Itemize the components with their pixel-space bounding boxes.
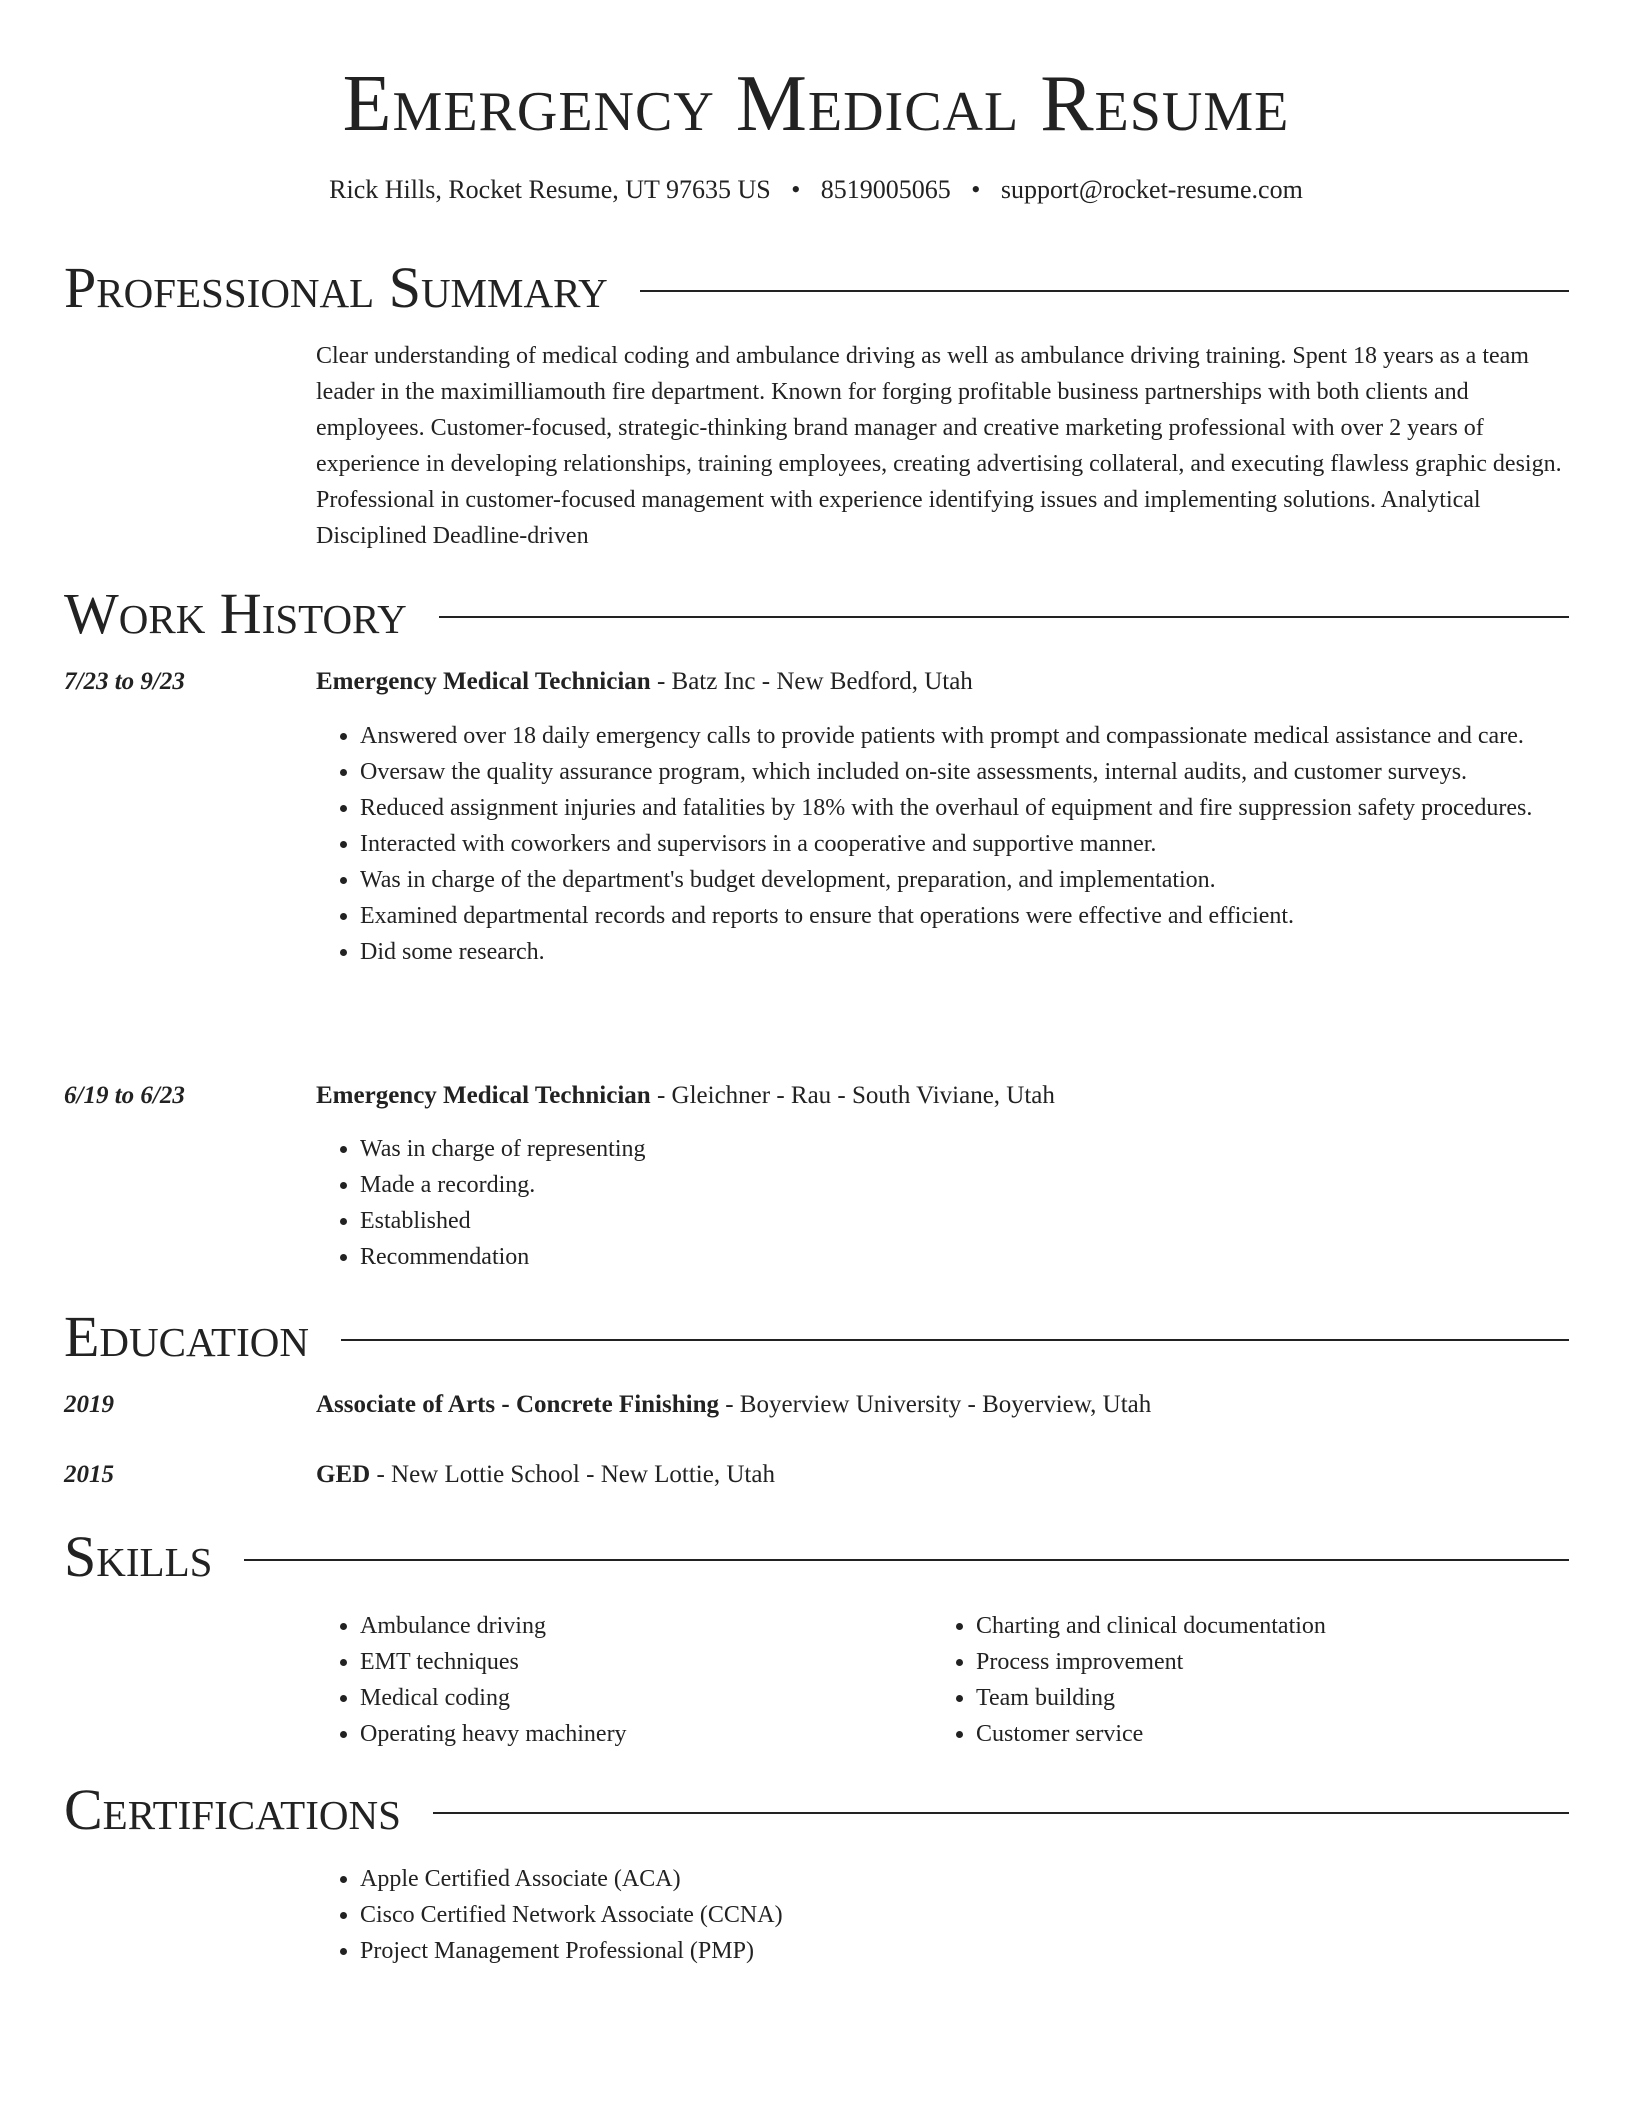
contact-separator: • [791,175,801,204]
job-details: - Batz Inc - New Bedford, Utah [650,668,973,695]
education-entry [316,1387,1151,1423]
skills-heading: Skills [64,1524,213,1589]
summary-heading: Professional Summary [64,255,608,320]
education-section-header [64,1304,1569,1370]
section-divider [244,1559,1569,1561]
skill-item: • Process improvement [976,1644,1572,1680]
contact-separator: • [971,175,981,204]
job-title: Emergency Medical Technician [316,668,651,695]
certification-item: • Apple Certified Associate (ACA) [360,1861,1572,1897]
skills-list-right [932,1608,1572,1752]
contact-email: support@rocket-resume.com [1000,175,1303,204]
certifications-list [316,1861,1572,1969]
education-heading: Education [64,1304,309,1369]
education-year: 2015 [64,1461,114,1488]
job-details: - Gleichner - Rau - South Viviane, Utah [650,1082,1055,1109]
contact-phone: 8519005065 [820,175,951,204]
education-details: - Boyerview University - Boyerview, Utah [718,1391,1152,1418]
certification-item: • Cisco Certified Network Associate (CCNA) [360,1897,1572,1933]
section-divider [640,290,1569,292]
certifications-heading: Certifications [64,1777,401,1842]
list-item: • Made a recording. [360,1167,1572,1203]
contact-line [0,172,1632,208]
skills-list-left [316,1608,916,1752]
contact-address: Rick Hills, Rocket Resume, UT 97635 US [329,175,771,204]
job-bullets [316,1131,1572,1275]
work-section-header [64,581,1569,647]
list-item: • Did some research. [360,934,1572,970]
skill-item: • Team building [976,1680,1572,1716]
work-heading: Work History [64,581,407,646]
skill-item: • Charting and clinical documentation [976,1608,1572,1644]
skill-item: • Operating heavy machinery [360,1716,916,1752]
education-degree: GED [316,1461,371,1488]
skill-item: • EMT techniques [360,1644,916,1680]
list-item: • Established [360,1203,1572,1239]
list-item: • Examined departmental records and reports to ensure that operations were effective and efficient. [360,898,1572,934]
job-dates: 7/23 to 9/23 [64,668,185,695]
job-header [316,1078,1055,1114]
list-item: • Recommendation [360,1239,1572,1275]
list-item: • Was in charge of representing [360,1131,1572,1167]
list-item: • Answered over 18 daily emergency calls to provide patients with prompt and compassionate medical assistance and care. [360,718,1572,754]
list-item: • Interacted with coworkers and supervisors in a cooperative and supportive manner. [360,826,1572,862]
education-details: - New Lottie School - New Lottie, Utah [370,1461,775,1488]
certifications-section-header [64,1777,1569,1843]
list-item: • Reduced assignment injuries and fatalities by 18% with the overhaul of equipment and fire suppression safety procedures. [360,790,1572,826]
resume-title: Emergency Medical Resume [342,60,1290,148]
section-divider [439,616,1569,618]
job-dates: 6/19 to 6/23 [64,1082,185,1109]
skill-item: • Medical coding [360,1680,916,1716]
certification-item: • Project Management Professional (PMP) [360,1933,1572,1969]
skill-item: • Customer service [976,1716,1572,1752]
education-year: 2019 [64,1391,114,1418]
list-item: • Was in charge of the department's budget development, preparation, and implementation. [360,862,1572,898]
section-divider [433,1812,1569,1814]
job-header [316,664,973,700]
summary-text: Clear understanding of medical coding and ambulance driving as well as ambulance driving training. Spent 18 years as a team leader in the maximilliamouth fire department. Known for forging profitable business partnerships with both clients and employees. Customer-focused, strategic-thinking brand manager and creative marketing professional with over 2 years of experience in developing relationships, training employees, creating advertising collateral, and executing flawless graphic design. Professional in customer-focused management with experience identifying issues and implementing solutions. Analytical Disciplined Deadline-driven [316,343,1562,549]
skill-item: • Ambulance driving [360,1608,916,1644]
section-divider [341,1339,1569,1341]
skills-section-header [64,1524,1569,1590]
job-title: Emergency Medical Technician [316,1082,651,1109]
list-item: • Oversaw the quality assurance program, which included on-site assessments, internal audits, and customer surveys. [360,754,1572,790]
education-entry [316,1457,775,1493]
education-degree: Associate of Arts - Concrete Finishing [316,1391,719,1418]
job-bullets [316,718,1572,970]
summary-section-header [64,255,1569,321]
